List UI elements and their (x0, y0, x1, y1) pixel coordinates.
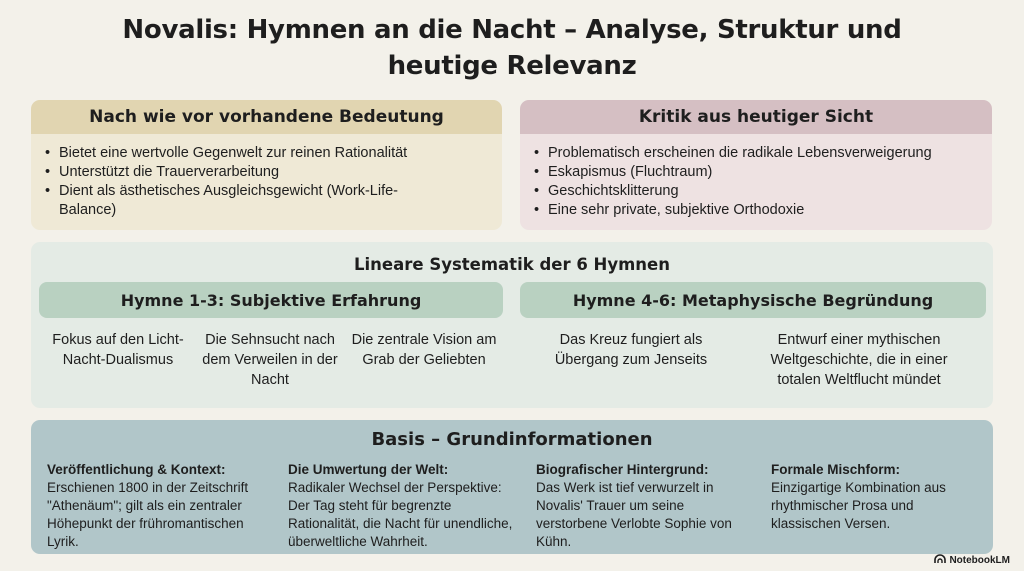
bedeutung-card (31, 100, 502, 230)
phase-1-step: Fokus auf den Licht-Nacht-Dualismus (52, 332, 184, 368)
systematik-heading: Lineare Systematik der 6 Hymnen (354, 255, 670, 274)
kritik-heading: Kritik aus heutiger Sicht (520, 100, 992, 134)
basis-heading: Basis – Grundinformationen (371, 429, 653, 450)
bedeutung-point: • Unterstützt die Trauerverarbeitung (59, 163, 502, 182)
title-line-2: heutige Relevanz (387, 51, 637, 81)
notebooklm-logo-icon (934, 554, 946, 567)
basis-column-heading: Formale Mischform: (771, 462, 901, 477)
basis-column (536, 461, 756, 551)
bedeutung-heading: Nach wie vor vorhandene Bedeutung (31, 100, 502, 134)
kritik-point: • Problematisch erscheinen die radikale Lebensverweigerung (548, 144, 992, 163)
notebooklm-logo (934, 554, 1010, 567)
phase-2-step: Entwurf einer mythischen Weltgeschichte, die in einer totalen Weltflucht mündet (770, 332, 948, 388)
basis-column-text: Einzigartige Kombination aus rhythmischer Prosa und klassischen Versen. (771, 480, 946, 531)
basis-column (288, 461, 520, 551)
basis-column-text: Das Werk ist tief verwurzelt in Novalis' Trauer um seine verstorbene Verlobte Sophie von Kühn. (536, 480, 732, 549)
bedeutung-list (31, 144, 502, 220)
kritik-point: • Eskapismus (Fluchtraum) (548, 163, 992, 182)
kritik-list (520, 144, 992, 220)
title-line-1: Novalis: Hymnen an die Nacht – Analyse, Struktur und (122, 15, 902, 45)
basis-section (31, 420, 993, 554)
basis-column (47, 461, 267, 551)
bedeutung-point: • Dient als ästhetisches Ausgleichsgewicht (Work-Life-Balance) (59, 182, 439, 220)
phase-1-step: Die zentrale Vision am Grab der Geliebten (351, 332, 497, 368)
phase-1-bar: Hymne 1-3: Subjektive Erfahrung (39, 282, 503, 318)
basis-column-heading: Veröffentlichung & Kontext: (47, 462, 226, 477)
phase-1-step: Die Sehnsucht nach dem Verweilen in der Nacht (202, 332, 338, 388)
kritik-point: • Eine sehr private, subjektive Orthodoxie (548, 201, 992, 220)
basis-column-heading: Die Umwertung der Welt: (288, 462, 449, 477)
logo-text: NotebookLM (949, 555, 1010, 566)
basis-column (771, 461, 981, 533)
kritik-point: • Geschichtsklitterung (548, 182, 992, 201)
systematik-section (31, 242, 993, 408)
basis-column-text: Radikaler Wechsel der Perspektive: Der Tag steht für begrenzte Rationalität, die Nacht für unendliche, überweltliche Wahrheit. (288, 480, 513, 549)
bedeutung-point: • Bietet eine wertvolle Gegenwelt zur reinen Rationalität (59, 144, 502, 163)
phase-2-step: Das Kreuz fungiert als Übergang zum Jenseits (554, 332, 708, 368)
basis-column-heading: Biografischer Hintergrund: (536, 462, 709, 477)
kritik-card (520, 100, 992, 230)
basis-column-text: Erschienen 1800 in der Zeitschrift "Athenäum"; gilt als ein zentraler Höhepunkt der frühromantischen Lyrik. (47, 480, 249, 549)
page-title (60, 12, 964, 84)
phase-2-bar: Hymne 4-6: Metaphysische Begründung (520, 282, 986, 318)
